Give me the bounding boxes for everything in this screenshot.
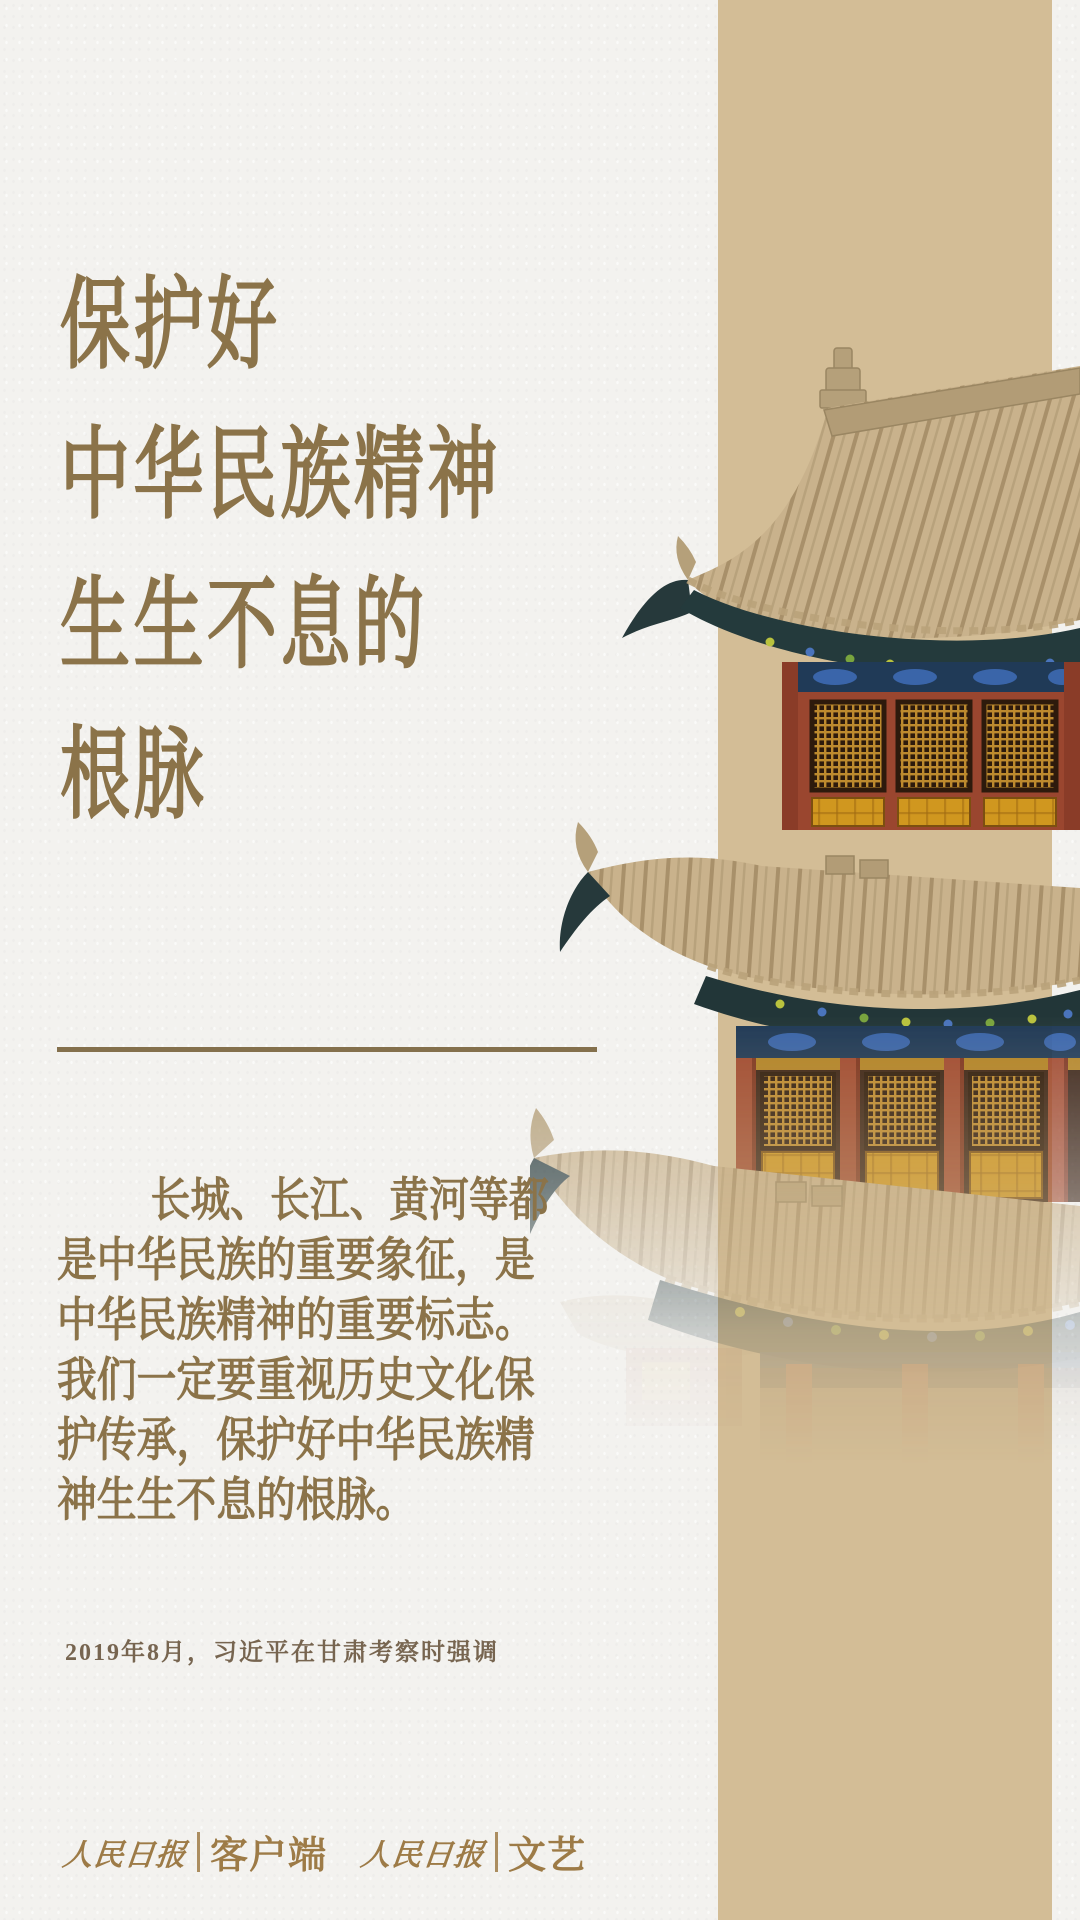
poster-title bbox=[60, 250, 501, 850]
quote-line: 我们一定要重视历史文化保 bbox=[57, 1353, 535, 1406]
logo-divider-bar bbox=[197, 1832, 200, 1872]
art-label: 文艺 bbox=[508, 1835, 587, 1877]
title-line-3: 生生不息的 bbox=[60, 569, 428, 681]
footer-logos bbox=[60, 1824, 587, 1879]
title-line-4: 根脉 bbox=[60, 719, 207, 831]
quote-line: 是中华民族的重要象征，是 bbox=[57, 1233, 535, 1286]
client-label: 客户端 bbox=[210, 1835, 328, 1877]
divider-rule bbox=[57, 1047, 597, 1052]
quote-paragraph bbox=[57, 1170, 549, 1530]
peoples-daily-wordmark: 人民日报 bbox=[60, 1837, 189, 1873]
peoples-daily-client-logo bbox=[60, 1824, 328, 1879]
gate-tower-icon bbox=[530, 290, 1080, 1500]
quote-line: 中华民族精神的重要标志。 bbox=[57, 1293, 535, 1346]
quote-line: 长城、长江、黄河等都 bbox=[150, 1173, 549, 1226]
peoples-daily-art-logo bbox=[358, 1824, 587, 1879]
logo-divider-bar bbox=[495, 1832, 498, 1872]
quote-line: 神生生不息的根脉。 bbox=[57, 1473, 416, 1526]
peoples-daily-wordmark: 人民日报 bbox=[358, 1837, 487, 1873]
title-line-1: 保护好 bbox=[60, 269, 281, 381]
tower-illustration bbox=[530, 290, 1080, 1500]
quote-line: 护传承，保护好中华民族精 bbox=[57, 1413, 535, 1466]
quote-attribution: 2019年8月，习近平在甘肃考察时强调 bbox=[65, 1640, 499, 1666]
title-line-2: 中华民族精神 bbox=[60, 419, 501, 531]
